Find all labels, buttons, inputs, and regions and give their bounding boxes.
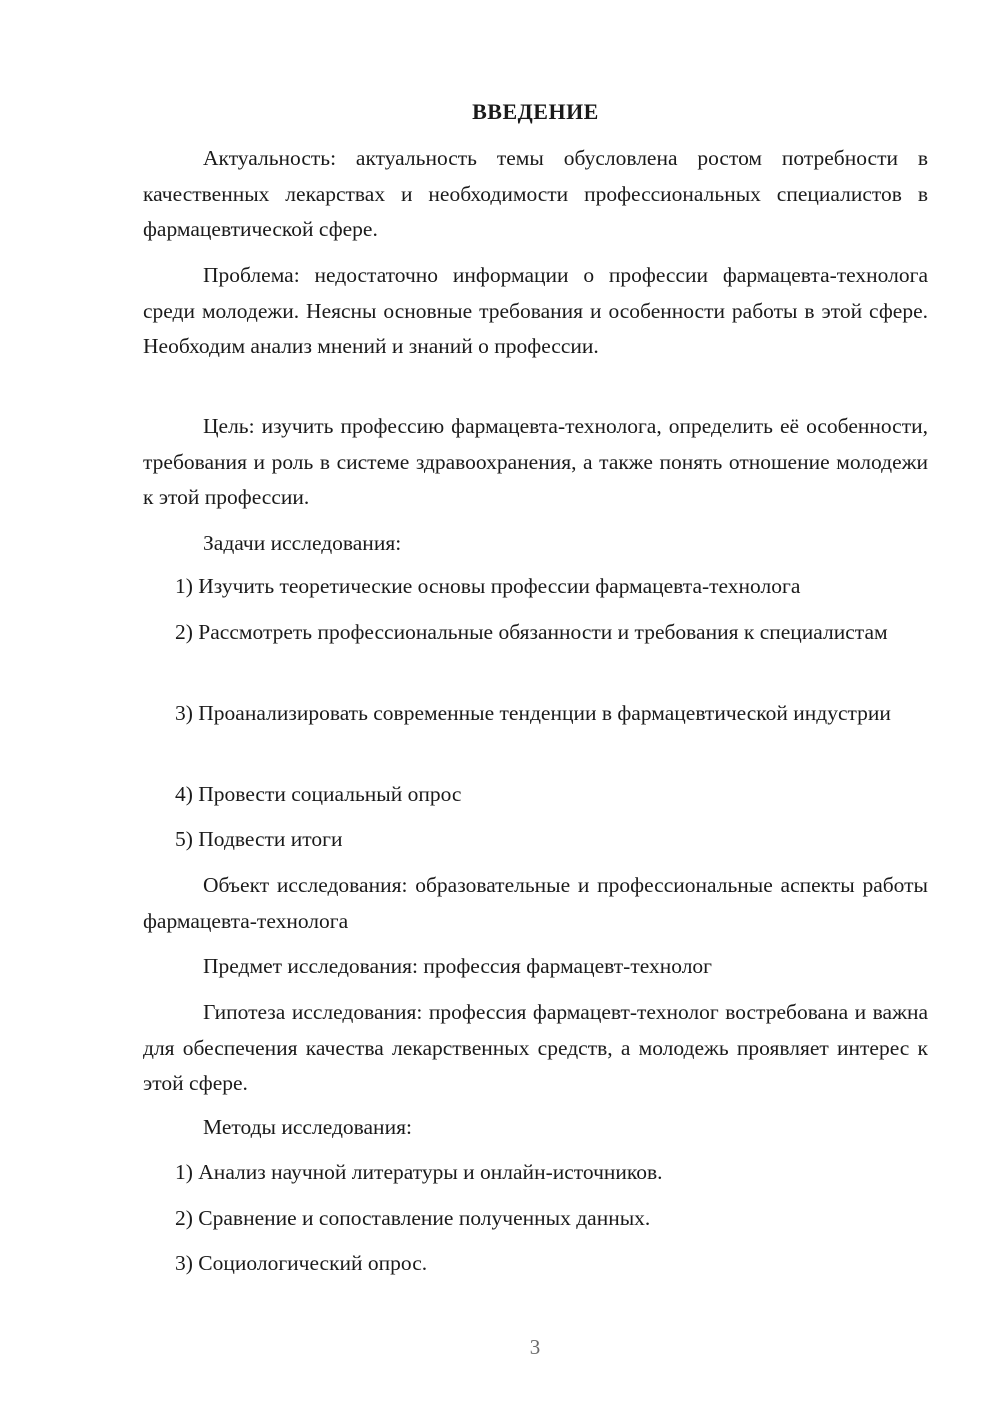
- object-paragraph: Объект исследования: образовательные и профессиональные аспекты работы фармацевта-технолога: [143, 873, 928, 933]
- task-item-5: 5) Подвести итоги: [175, 827, 343, 851]
- section-heading: ВВЕДЕНИЕ: [472, 99, 599, 124]
- relevance-paragraph: Актуальность: актуальность темы обусловлена ростом потребности в качественных лекарствах и необходимости профессиональных специалистов в фармацевтической сфере.: [143, 146, 928, 241]
- tasks-title: Задачи исследования:: [203, 531, 402, 555]
- page-number: 3: [529, 1335, 541, 1359]
- problem-paragraph: Проблема: недостаточно информации о профессии фармацевта-технолога среди молодежи. Неясны основные требования и особенности работы в этой сфере. Необходим анализ мнений и знаний о профессии.: [143, 263, 928, 358]
- method-item-1: 1) Анализ научной литературы и онлайн-источников.: [175, 1160, 663, 1184]
- methods-title: Методы исследования:: [203, 1115, 412, 1139]
- subject-paragraph: Предмет исследования: профессия фармацевт-технолог: [203, 954, 712, 978]
- goal-paragraph: Цель: изучить профессию фармацевта-технолога, определить её особенности, требования и роль в системе здравоохранения, а также понять отношение молодежи к этой профессии.: [143, 414, 928, 509]
- task-item-4: 4) Провести социальный опрос: [175, 782, 462, 806]
- task-item-1: 1) Изучить теоретические основы профессии фармацевта-технолога: [175, 574, 801, 598]
- method-item-2: 2) Сравнение и сопоставление полученных данных.: [175, 1206, 651, 1230]
- method-item-3: 3) Социологический опрос.: [175, 1251, 428, 1275]
- hypothesis-paragraph: Гипотеза исследования: профессия фармацевт-технолог востребована и важна для обеспечения качества лекарственных средств, а молодежь проявляет интерес к этой сфере.: [143, 1000, 928, 1095]
- task-item-3: 3) Проанализировать современные тенденции в фармацевтической индустрии: [175, 701, 891, 725]
- task-item-2: 2) Рассмотреть профессиональные обязанности и требования к специалистам: [175, 620, 888, 644]
